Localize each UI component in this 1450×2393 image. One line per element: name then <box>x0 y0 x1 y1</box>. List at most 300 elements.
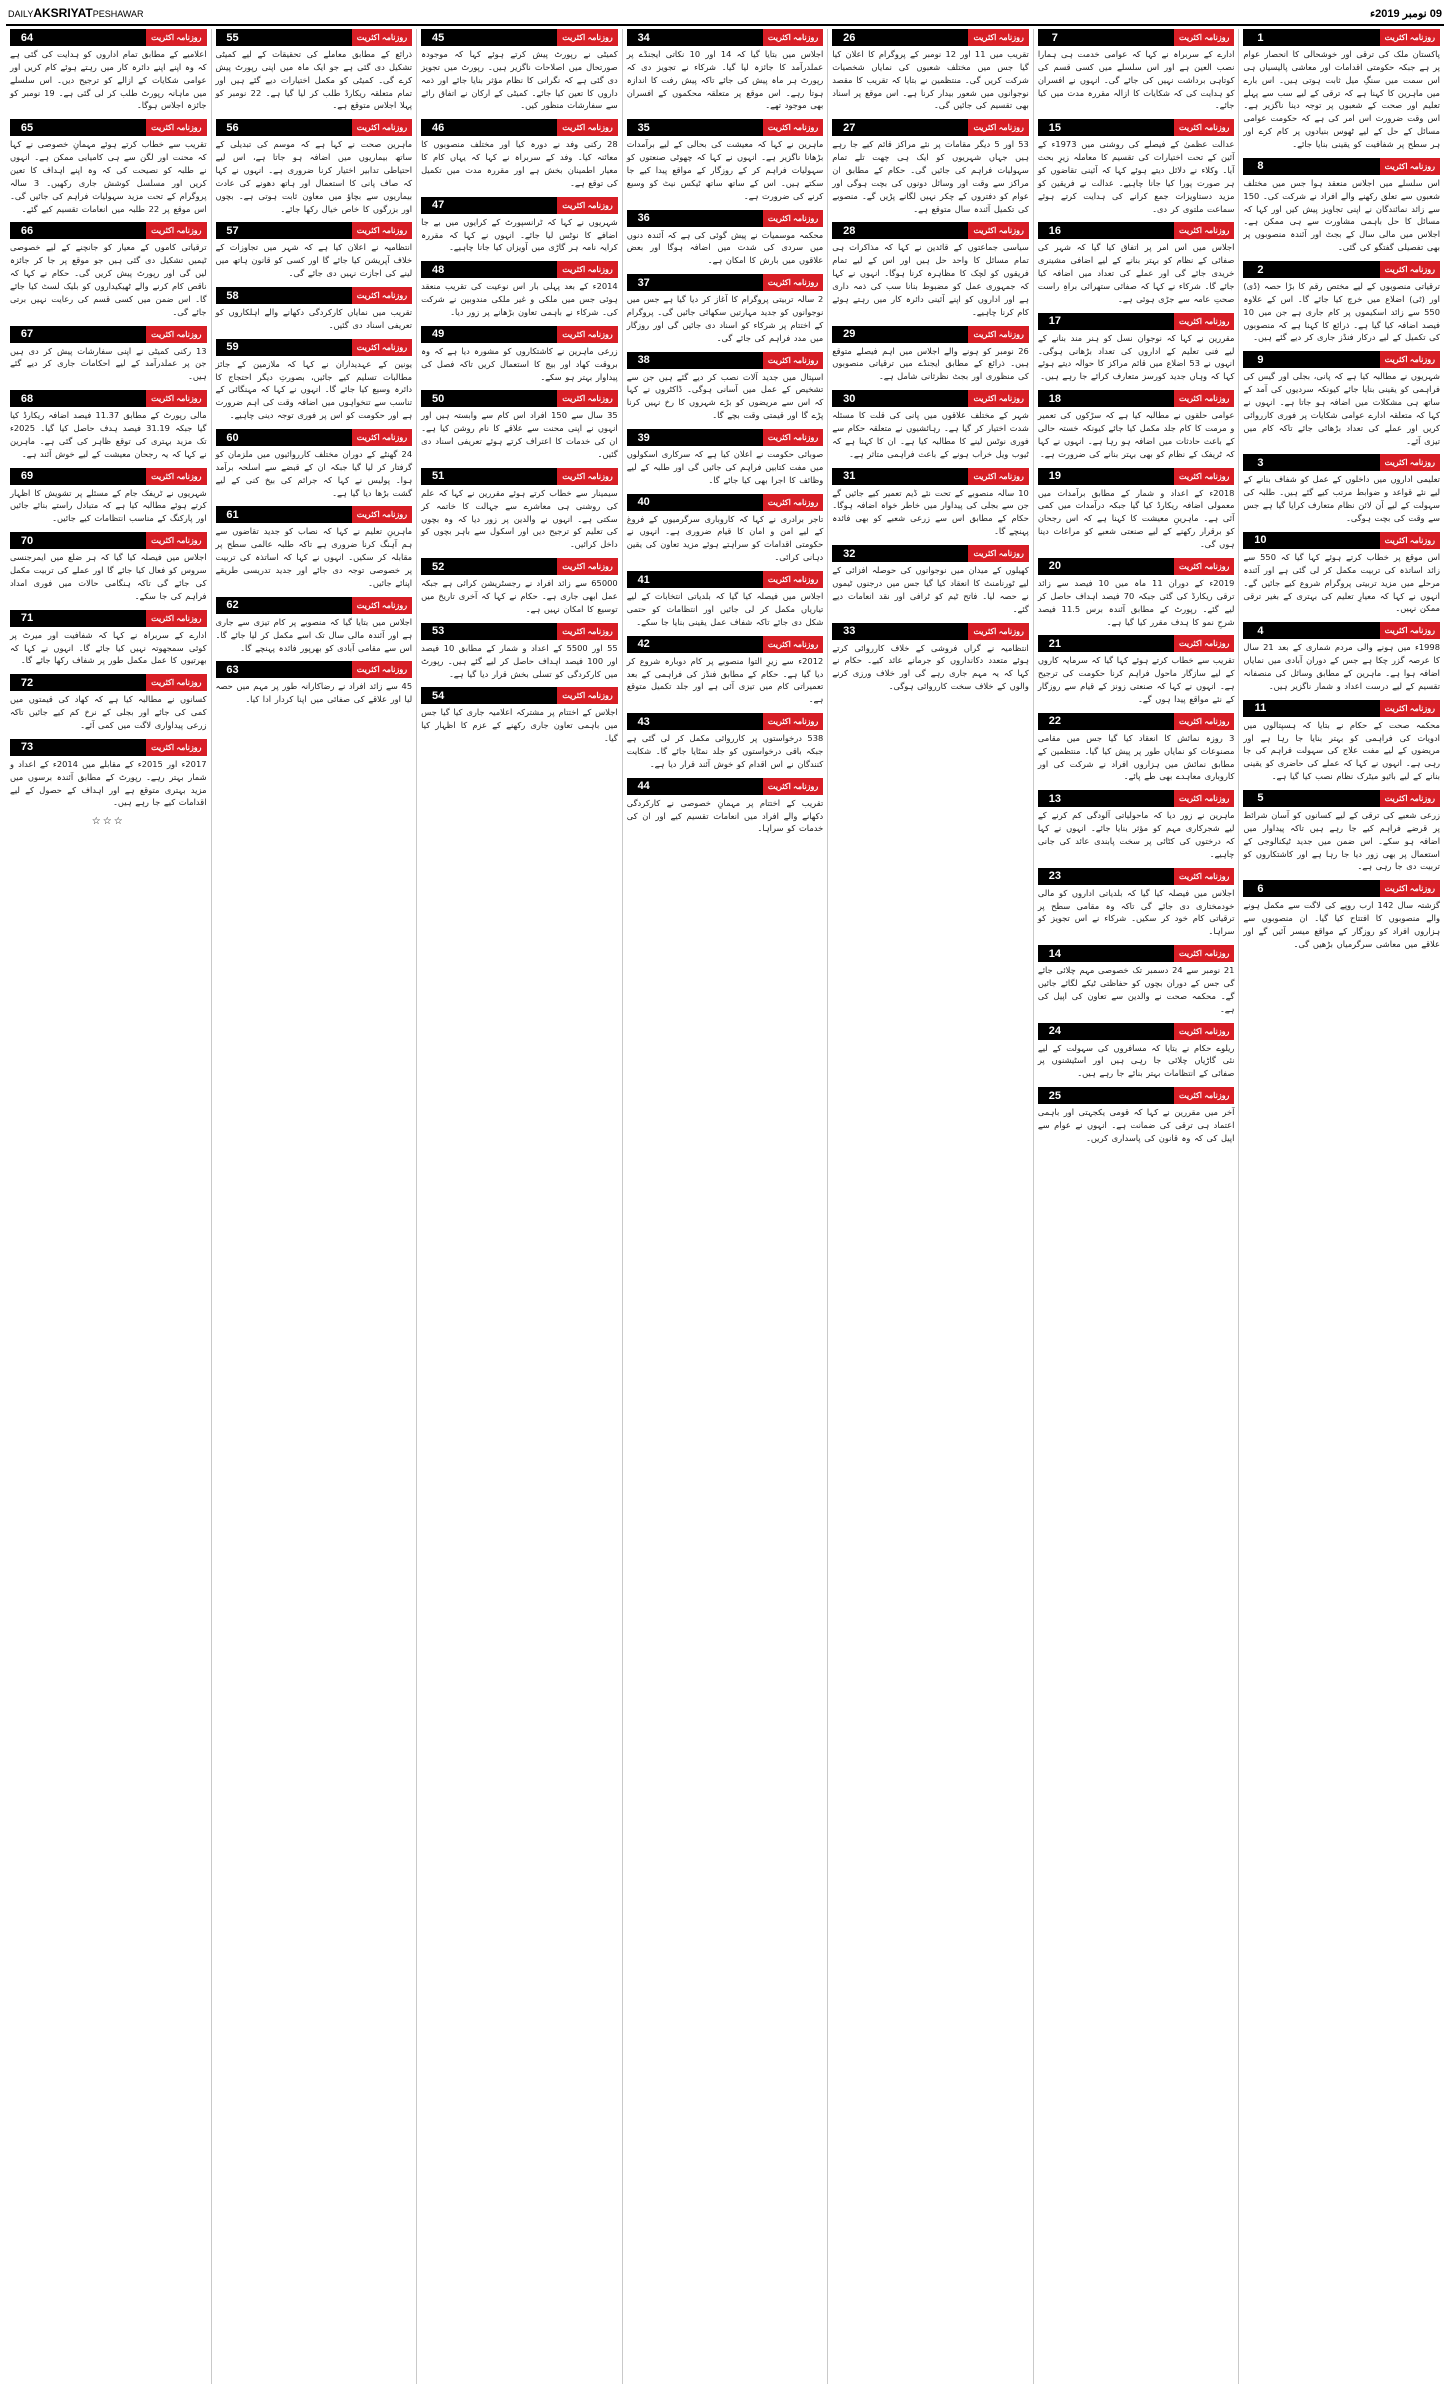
paper-tag: روزنامہ اکثریت <box>557 261 617 278</box>
header-rule <box>661 274 763 291</box>
article-body: انتظامیہ نے گراں فروشی کے خلاف کارروائی کرتے ہوئے متعدد دکانداروں کو جرمانے عائد کیے۔ حکام نے کہا کہ یہ مہم جاری رہے گی اور خلاف ورزی کرنے والوں کے خلاف سخت کارروائی ہوگی۔ <box>832 642 1029 692</box>
paper-tag: روزنامہ اکثریت <box>1174 468 1234 485</box>
paper-tag: روزنامہ اکثریت <box>146 468 206 485</box>
article-body: کھیلوں کے میدان میں نوجوانوں کی حوصلہ افزائی کے لیے ٹورنامنٹ کا انعقاد کیا گیا جس میں درجنوں ٹیموں نے حصہ لیا۔ فاتح ٹیم کو ٹرافی اور نقد انعامات دیے گئے۔ <box>832 565 1029 614</box>
masthead-name: AKSRIYAT <box>33 6 93 20</box>
header-rule <box>455 468 557 485</box>
header-rule <box>1277 532 1379 549</box>
article-number: 46 <box>421 119 455 136</box>
article-header <box>10 390 207 407</box>
article-header <box>1038 1087 1235 1104</box>
article-body: انتظامیہ نے اعلان کیا ہے کہ شہر میں تجاوزات کے خلاف آپریشن کیا جائے گا اور کسی کو قانون ہاتھ میں لینے کی اجازت نہیں دی جائے گی۔ <box>215 242 413 279</box>
article-body: 538 درخواستوں پر کارروائی مکمل کر لی گئی ہے جبکہ باقی درخواستوں کو جلد نمٹایا جائے گا۔ شکایت کنندگان نے اس اقدام کو خوش آئند قرار دیا ہے۔ <box>626 733 824 769</box>
article-number: 64 <box>10 29 44 46</box>
article-number: 66 <box>10 222 44 239</box>
article-header <box>216 597 413 614</box>
article-header <box>421 623 618 640</box>
article <box>10 739 207 809</box>
header-rule <box>661 713 763 730</box>
article <box>1038 313 1235 383</box>
header-rule <box>455 390 557 407</box>
article-header <box>627 119 824 136</box>
column <box>1033 29 1239 2384</box>
article-number: 9 <box>1243 351 1277 368</box>
article-header <box>832 326 1029 343</box>
article-body: شہر کے مختلف علاقوں میں پانی کی قلت کا مسئلہ شدت اختیار کر گیا ہے۔ رہائشیوں نے متعلقہ حکام سے فوری نوٹس لینے کا مطالبہ کیا ہے۔ ان کا کہنا ہے کہ ٹیوب ویل خراب ہونے کے باعث فراہمی متاثر ہے۔ <box>832 410 1029 459</box>
article-number: 38 <box>627 352 661 369</box>
paper-tag: روزنامہ اکثریت <box>557 558 617 575</box>
header-rule <box>44 119 146 136</box>
article <box>10 119 207 215</box>
article-header <box>1038 313 1235 330</box>
article-header <box>1038 713 1235 730</box>
article-body: ماہرین نے کہا کہ معیشت کی بحالی کے لیے برآمدات بڑھانا ناگزیر ہے۔ انہوں نے کہا کہ چھوٹی صنعتوں کو سہولیات فراہم کر کے روزگار کے مواقع پیدا کیے جا سکتے ہیں۔ اس کے ساتھ ساتھ ٹیکس نیٹ کو وسیع کرنے کی ضرورت ہے۔ <box>626 139 824 201</box>
article <box>216 661 413 706</box>
article-body: کمیٹی نے رپورٹ پیش کرتے ہوئے کہا کہ موجودہ صورتحال میں اصلاحات ناگزیر ہیں۔ رپورٹ میں تجویز دی گئی ہے کہ نگرانی کا نظام مؤثر بنایا جائے اور ذمہ داروں کا تعین کیا جائے۔ کمیٹی کے ارکان نے اتفاق رائے سے سفارشات منظور کیں۔ <box>421 49 618 111</box>
article-header <box>1038 945 1235 962</box>
article-number: 56 <box>216 119 250 136</box>
article-number: 51 <box>421 468 455 485</box>
paper-tag: روزنامہ اکثریت <box>146 326 206 343</box>
article-header <box>216 222 413 239</box>
article <box>216 287 413 332</box>
paper-tag: روزنامہ اکثریت <box>1380 29 1440 46</box>
header-rule <box>455 326 557 343</box>
paper-tag: روزنامہ اکثریت <box>352 29 412 46</box>
article-number: 72 <box>10 674 44 691</box>
article-number: 71 <box>10 610 44 627</box>
article-number: 10 <box>1243 532 1277 549</box>
article-number: 65 <box>10 119 44 136</box>
masthead-date: 09 نومبر 2019ء <box>1369 7 1442 20</box>
article-body: 55 اور 5500 کے اعداد و شمار کے مطابق 10 فیصد اور 100 فیصد اہداف حاصل کر لیے گئے ہیں۔ رپورٹ میں کارکردگی کو تسلی بخش قرار دیا گیا ہے۔ <box>421 642 618 679</box>
paper-tag: روزنامہ اکثریت <box>557 623 617 640</box>
article <box>1243 454 1440 524</box>
paper-tag: روزنامہ اکثریت <box>1174 635 1234 652</box>
paper-tag: روزنامہ اکثریت <box>763 210 823 227</box>
header-rule <box>1072 1023 1174 1040</box>
article-number: 55 <box>216 29 250 46</box>
header-rule <box>1072 558 1174 575</box>
paper-tag: روزنامہ اکثریت <box>1380 880 1440 897</box>
article-header <box>10 468 207 485</box>
paper-tag: روزنامہ اکثریت <box>146 222 206 239</box>
paper-tag: روزنامہ اکثریت <box>968 468 1028 485</box>
article-header <box>10 610 207 627</box>
article-number: 68 <box>10 390 44 407</box>
header-rule <box>661 429 763 446</box>
article-header <box>421 687 618 704</box>
paper-tag: روزنامہ اکثریت <box>1380 158 1440 175</box>
article-body: محکمہ موسمیات نے پیش گوئی کی ہے کہ آئندہ دنوں میں سردی کی شدت میں اضافہ ہوگا اور بعض علاقوں میں بارش کا امکان ہے۔ <box>626 229 824 266</box>
masthead-title <box>8 6 144 20</box>
paper-tag: روزنامہ اکثریت <box>763 636 823 653</box>
header-rule <box>44 674 146 691</box>
article <box>627 494 824 564</box>
column <box>416 29 622 2384</box>
paper-tag: روزنامہ اکثریت <box>1380 532 1440 549</box>
article <box>1243 790 1440 873</box>
article-header <box>1038 390 1235 407</box>
article <box>832 222 1029 318</box>
article-body: عدالت عظمیٰ کے فیصلے کی روشنی میں 1973ء کے آئین کے تحت اختیارات کی تقسیم کا معاملہ زیرِ بحث آیا۔ وکلاء نے دلائل دیتے ہوئے کہا کہ آئینی تقاضوں کو ہر صورت پورا کیا جانا چاہیے۔ عدالت نے فریقین کو مزید دستاویزات جمع کرانے کی ہدایت کرتے ہوئے سماعت ملتوی کر دی۔ <box>1037 139 1235 214</box>
article-header <box>627 494 824 511</box>
article <box>1038 945 1235 1015</box>
article-body: کسانوں نے مطالبہ کیا ہے کہ کھاد کی قیمتوں میں کمی کی جائے اور بجلی کے نرخ کم کیے جائیں تاکہ زرعی پیداواری لاگت میں کمی آئے۔ <box>9 694 207 730</box>
paper-tag: روزنامہ اکثریت <box>557 197 617 214</box>
header-rule <box>866 545 968 562</box>
article <box>216 506 413 589</box>
article-number: 73 <box>10 739 44 756</box>
header-rule <box>1277 622 1379 639</box>
article-number: 48 <box>421 261 455 278</box>
paper-tag: روزنامہ اکثریت <box>968 623 1028 640</box>
header-rule <box>866 326 968 343</box>
paper-tag: روزنامہ اکثریت <box>968 326 1028 343</box>
article-number: 23 <box>1038 868 1072 885</box>
paper-tag: روزنامہ اکثریت <box>146 532 206 549</box>
article-body: اجلاس میں فیصلہ کیا گیا کہ بلدیاتی انتخابات کے لیے تیاریاں مکمل کر لی جائیں اور انتظامات کو حتمی شکل دی جائے تاکہ شفاف عمل یقینی بنایا جا سکے۔ <box>626 591 824 627</box>
header-rule <box>250 661 352 678</box>
article-body: محکمہ صحت کے حکام نے بتایا کہ ہسپتالوں میں ادویات کی فراہمی کو بہتر بنایا جا رہا ہے اور مریضوں کے لیے مفت علاج کی سہولت فراہم کی جا رہی ہے۔ انہوں نے کہا کہ عملے کی حاضری کو یقینی بنانے کے لیے بائیو میٹرک نظام نصب کیا گیا ہے۔ <box>1243 719 1440 782</box>
article-body: تقریب میں 11 اور 12 نومبر کے پروگرام کا اعلان کیا گیا جس میں مختلف شعبوں کی نمایاں شخصیات شرکت کریں گی۔ منتظمین نے بتایا کہ تقریب کا مقصد نوجوانوں میں شعور بیدار کرنا ہے۔ اس موقع پر اسناد بھی تقسیم کی جائیں گی۔ <box>832 49 1029 111</box>
article <box>216 119 413 215</box>
header-rule <box>44 739 146 756</box>
article-header <box>1038 29 1235 46</box>
article-body: اسپتال میں جدید آلات نصب کر دیے گئے ہیں جن سے تشخیص کے عمل میں آسانی ہوگی۔ ڈاکٹروں نے کہا کہ اس سے مریضوں کو بڑے شہروں کا رخ نہیں کرنا پڑے گا اور قیمتی وقت بچے گا۔ <box>626 371 824 421</box>
end-ornament: ☆☆☆ <box>91 816 125 828</box>
article-header <box>1243 790 1440 807</box>
paper-tag: روزنامہ اکثریت <box>352 222 412 239</box>
header-rule <box>866 222 968 239</box>
article-body: 65000 سے زائد افراد نے رجسٹریشن کرائی ہے جبکہ عمل ابھی جاری ہے۔ حکام نے کہا کہ آخری تاریخ میں توسیع کا امکان نہیں ہے۔ <box>421 578 618 614</box>
article <box>216 597 413 655</box>
article-number: 5 <box>1243 790 1277 807</box>
article-body: 53 اور 5 دیگر مقامات پر نئے مراکز قائم کیے جا رہے ہیں جہاں شہریوں کو ایک ہی چھت تلے تمام سہولیات فراہم کی جائیں گی۔ حکام کے مطابق ان مراکز سے وقت اور وسائل دونوں کی بچت ہوگی اور عوام کو دفتروں کے چکر نہیں لگانے پڑیں گے۔ منصوبے کی تکمیل آئندہ سال متوقع ہے۔ <box>832 139 1029 214</box>
header-rule <box>661 29 763 46</box>
article <box>627 352 824 422</box>
header-rule <box>455 119 557 136</box>
article-header <box>627 29 824 46</box>
article-header <box>421 326 618 343</box>
article-header <box>627 713 824 730</box>
article <box>10 390 207 460</box>
paper-tag: روزنامہ اکثریت <box>1174 119 1234 136</box>
article-header <box>421 558 618 575</box>
article-header <box>216 29 413 46</box>
article-header <box>1038 558 1235 575</box>
header-rule <box>1072 635 1174 652</box>
article <box>1038 713 1235 783</box>
article-header <box>10 326 207 343</box>
article-body: ماہرین نے زور دیا کہ ماحولیاتی آلودگی کم کرنے کے لیے شجرکاری مہم کو مؤثر بنایا جائے۔ انہوں نے کہا کہ درختوں کی کٹائی پر سخت پابندی عائد کی جانی چاہیے۔ <box>1037 810 1235 859</box>
article-number: 31 <box>832 468 866 485</box>
article-header <box>1038 868 1235 885</box>
column <box>1238 29 1444 2384</box>
article-number: 67 <box>10 326 44 343</box>
article <box>627 210 824 268</box>
article-header <box>627 352 824 369</box>
header-rule <box>1072 868 1174 885</box>
paper-tag: روزنامہ اکثریت <box>352 429 412 446</box>
article <box>627 29 824 112</box>
paper-tag: روزنامہ اکثریت <box>352 287 412 304</box>
article-number: 35 <box>627 119 661 136</box>
paper-tag: روزنامہ اکثریت <box>352 119 412 136</box>
article-header <box>421 29 618 46</box>
article-body: اجلاس کے اختتام پر مشترکہ اعلامیہ جاری کیا گیا جس میں باہمی تعاون جاری رکھنے کے عزم کا اظہار کیا گیا۔ <box>421 707 618 744</box>
paper-tag: روزنامہ اکثریت <box>352 506 412 523</box>
header-rule <box>455 197 557 214</box>
article-number: 58 <box>216 287 250 304</box>
article-body: 2019ء کے دوران 11 ماہ میں 10 فیصد سے زائد ترقی ریکارڈ کی گئی جبکہ 70 فیصد اہداف حاصل کر لیے گئے۔ رپورٹ کے مطابق آئندہ برس 11.5 فیصد شرحِ نمو کا ہدف مقرر کیا گیا ہے۔ <box>1037 577 1235 627</box>
header-rule <box>1072 468 1174 485</box>
article-header <box>216 119 413 136</box>
article <box>1243 261 1440 344</box>
paper-tag: روزنامہ اکثریت <box>1380 351 1440 368</box>
paper-tag: روزنامہ اکثریت <box>146 674 206 691</box>
article-number: 62 <box>216 597 250 614</box>
article-body: زرعی شعبے کی ترقی کے لیے کسانوں کو آسان شرائط پر قرضے فراہم کیے جا رہے ہیں تاکہ پیداوار میں اضافہ ہو سکے۔ اس ضمن میں جدید ٹیکنالوجی کے استعمال پر بھی زور دیا جا رہا ہے اور کاشتکاروں کو تربیت دی جا رہی ہے۔ <box>1243 809 1440 872</box>
article-body: ترقیاتی منصوبوں کے لیے مختص رقم کا بڑا حصہ (ڈی) اور (ٹی) اضلاع میں خرچ کیا جائے گا۔ اس کے علاوہ 550 سے زائد اسکیموں پر کام جاری ہے جن میں 10 فیصد اضافہ کیا گیا ہے۔ ذرائع کا کہنا ہے کہ منصوبوں کی تکمیل کے لیے درکار فنڈز جاری کر دیے گئے ہیں۔ <box>1243 281 1440 343</box>
article <box>1038 558 1235 628</box>
article-number: 32 <box>832 545 866 562</box>
paper-tag: روزنامہ اکثریت <box>1380 261 1440 278</box>
article <box>10 610 207 668</box>
article <box>421 687 618 745</box>
article-number: 22 <box>1038 713 1072 730</box>
article-body: سیمینار سے خطاب کرتے ہوئے مقررین نے کہا کہ علم کی روشنی ہی معاشرے سے جہالت کا خاتمہ کر سکتی ہے۔ انہوں نے والدین پر زور دیا کہ وہ بچوں کی تعلیم کو ترجیح دیں اور اسکول سے باہر بچوں کو داخل کرائیں۔ <box>421 487 618 550</box>
article-header <box>1038 119 1235 136</box>
article-number: 15 <box>1038 119 1072 136</box>
header-rule <box>866 468 968 485</box>
header-rule <box>455 687 557 704</box>
article-body: ادارے کے سربراہ نے کہا کہ شفافیت اور میرٹ پر کوئی سمجھوتہ نہیں کیا جائے گا۔ انہوں نے کہا کہ بھرتیوں کا عمل مکمل طور پر شفاف رکھا جائے گا۔ <box>9 629 207 666</box>
header-rule <box>250 339 352 356</box>
header-rule <box>455 29 557 46</box>
article-number: 1 <box>1243 29 1277 46</box>
article-number: 18 <box>1038 390 1072 407</box>
article-number: 45 <box>421 29 455 46</box>
column <box>827 29 1033 2384</box>
header-rule <box>661 571 763 588</box>
article <box>1038 29 1235 112</box>
article-body: 1998ء میں ہونے والی مردم شماری کے بعد 21 سال کا عرصہ گزر چکا ہے جس کے دوران آبادی میں نمایاں اضافہ ہوا ہے۔ ماہرین کے مطابق وسائل کی منصفانہ تقسیم کے لیے درست اعداد و شمار ناگزیر ہیں۔ <box>1243 642 1440 691</box>
article-body: شہریوں نے ٹریفک جام کے مسئلے پر تشویش کا اظہار کرتے ہوئے مطالبہ کیا ہے کہ متبادل راستے بنائے جائیں اور پارکنگ کے مناسب انتظامات کیے جائیں۔ <box>9 487 207 524</box>
paper-tag: روزنامہ اکثریت <box>968 390 1028 407</box>
article-number: 54 <box>421 687 455 704</box>
article-header <box>10 674 207 691</box>
article <box>1243 158 1440 254</box>
article-number: 42 <box>627 636 661 653</box>
header-rule <box>1277 29 1379 46</box>
header-rule <box>44 468 146 485</box>
article <box>421 119 618 189</box>
header-rule <box>1277 261 1379 278</box>
article <box>10 29 207 112</box>
article-body: 26 نومبر کو ہونے والے اجلاس میں اہم فیصلے متوقع ہیں۔ ذرائع کے مطابق ایجنڈے میں ترقیاتی منصوبوں کی منظوری اور بجٹ نظرثانی شامل ہے۔ <box>832 345 1029 382</box>
article-body: سیاسی جماعتوں کے قائدین نے کہا کہ مذاکرات ہی تمام مسائل کا واحد حل ہیں اور اس کے لیے تمام فریقوں کو لچک کا مظاہرہ کرنا ہوگا۔ انہوں نے کہا کہ جمہوری عمل کو مضبوط بنانا سب کی ذمہ داری ہے اور اداروں کو اپنے آئینی دائرہ کار میں رہتے ہوئے کام کرنا چاہیے۔ <box>832 242 1029 317</box>
article-number: 24 <box>1038 1023 1072 1040</box>
paper-tag: روزنامہ اکثریت <box>557 687 617 704</box>
paper-tag: روزنامہ اکثریت <box>968 545 1028 562</box>
article <box>627 119 824 202</box>
article-body: 3 روزہ نمائش کا انعقاد کیا گیا جس میں مقامی مصنوعات کو نمایاں طور پر پیش کیا گیا۔ منتظمین کے مطابق نمائش میں ہزاروں افراد نے شرکت کی اور کاروباری معاہدے بھی طے پائے۔ <box>1037 732 1235 782</box>
header-rule <box>1072 119 1174 136</box>
paper-tag: روزنامہ اکثریت <box>557 468 617 485</box>
article-header <box>832 29 1029 46</box>
article-header <box>1243 700 1440 717</box>
article-number: 69 <box>10 468 44 485</box>
paper-tag: روزنامہ اکثریت <box>146 29 206 46</box>
article <box>421 29 618 112</box>
article-header <box>1243 880 1440 897</box>
article <box>832 326 1029 384</box>
header-rule <box>455 623 557 640</box>
masthead <box>6 4 1444 26</box>
article-body: اجلاس میں فیصلہ کیا گیا کہ ہر ضلع میں ایمرجنسی سروس کو فعال کیا جائے گا اور عملے کی تربیت مکمل کی جائے گی تاکہ ہنگامی حالات میں فوری امداد فراہم کی جا سکے۔ <box>9 552 207 601</box>
article-number: 3 <box>1243 454 1277 471</box>
article <box>1038 868 1235 938</box>
article-body: عوامی حلقوں نے مطالبہ کیا ہے کہ سڑکوں کی تعمیر و مرمت کا کام جلد مکمل کیا جائے کیونکہ خستہ حالی کے باعث حادثات میں اضافہ ہو رہا ہے۔ انہوں نے کہا کہ ٹریفک کے نظام کو بھی بہتر بنانے کی ضرورت ہے۔ <box>1037 410 1235 459</box>
article-header <box>627 429 824 446</box>
header-rule <box>1277 700 1379 717</box>
masthead-city: PESHAWAR <box>92 9 144 19</box>
column-grid <box>6 29 1444 2384</box>
paper-tag: روزنامہ اکثریت <box>763 713 823 730</box>
article-body: 21 نومبر سے 24 دسمبر تک خصوصی مہم چلائی جائے گی جس کے دوران بچوں کو حفاظتی ٹیکے لگائے جائیں گے۔ محکمہ صحت نے والدین سے تعاون کی اپیل کی ہے۔ <box>1037 965 1235 1014</box>
article-body: تقریب کے اختتام پر مہمانِ خصوصی نے کارکردگی دکھانے والے افراد میں انعامات تقسیم کیے اور ان کی خدمات کو سراہا۔ <box>626 797 824 834</box>
article <box>832 468 1029 538</box>
header-rule <box>866 119 968 136</box>
article-body: شہریوں نے کہا کہ ٹرانسپورٹ کے کرایوں میں بے جا اضافے کا نوٹس لیا جائے۔ انہوں نے کہا کہ مقررہ کرایہ نامہ ہر گاڑی میں آویزاں کیا جانا چاہیے۔ <box>421 216 618 253</box>
header-rule <box>1277 351 1379 368</box>
paper-tag: روزنامہ اکثریت <box>763 119 823 136</box>
article-number: 37 <box>627 274 661 291</box>
article-header <box>627 636 824 653</box>
article-body: مقررین نے کہا کہ نوجوان نسل کو ہنر مند بنانے کے لیے فنی تعلیم کے اداروں کی تعداد بڑھانی ہوگی۔ انہوں نے 53 اضلاع میں قائم مراکز کا حوالہ دیتے ہوئے کہا کہ وہاں جدید کورسز متعارف کرائے جا رہے ہیں۔ <box>1037 332 1235 382</box>
header-rule <box>44 532 146 549</box>
paper-tag: روزنامہ اکثریت <box>763 29 823 46</box>
article <box>832 119 1029 215</box>
article-header <box>216 339 413 356</box>
article <box>1243 351 1440 447</box>
article-body: صوبائی حکومت نے اعلان کیا ہے کہ سرکاری اسکولوں میں مفت کتابیں فراہم کی جائیں گی اور طلبہ کے لیے وظائف کا اجرا بھی کیا جائے گا۔ <box>626 449 824 485</box>
article-header <box>216 661 413 678</box>
header-rule <box>1072 29 1174 46</box>
article-header <box>627 571 824 588</box>
article-body: 28 رکنی وفد نے دورہ کیا اور مختلف منصوبوں کا معائنہ کیا۔ وفد کے سربراہ نے کہا کہ یہاں کام کا معیار اطمینان بخش ہے اور مقررہ مدت میں تکمیل کی توقع ہے۔ <box>421 139 618 188</box>
header-rule <box>44 610 146 627</box>
article <box>10 532 207 602</box>
header-rule <box>250 222 352 239</box>
article <box>216 429 413 499</box>
header-rule <box>661 636 763 653</box>
article-header <box>1038 222 1235 239</box>
article <box>832 390 1029 460</box>
article <box>1038 790 1235 860</box>
article-number: 13 <box>1038 790 1072 807</box>
paper-tag: روزنامہ اکثریت <box>1380 700 1440 717</box>
paper-tag: روزنامہ اکثریت <box>1174 1023 1234 1040</box>
article <box>1243 700 1440 783</box>
article <box>627 636 824 706</box>
paper-tag: روزنامہ اکثریت <box>1174 222 1234 239</box>
article-header <box>421 390 618 407</box>
article-header <box>1243 454 1440 471</box>
paper-tag: روزنامہ اکثریت <box>1174 313 1234 330</box>
article-header <box>10 119 207 136</box>
paper-tag: روزنامہ اکثریت <box>763 429 823 446</box>
article <box>1038 1023 1235 1081</box>
article-header <box>1038 635 1235 652</box>
article-number: 17 <box>1038 313 1072 330</box>
article <box>1038 1087 1235 1145</box>
paper-tag: روزنامہ اکثریت <box>1174 945 1234 962</box>
article-number: 2 <box>1243 261 1277 278</box>
article-header <box>1243 29 1440 46</box>
article <box>216 222 413 280</box>
header-rule <box>250 29 352 46</box>
header-rule <box>250 597 352 614</box>
article-number: 63 <box>216 661 250 678</box>
header-rule <box>455 261 557 278</box>
article-header <box>421 197 618 214</box>
article-body: 45 سے زائد افراد نے رضاکارانہ طور پر مہم میں حصہ لیا اور علاقے کی صفائی میں اپنا کردار ادا کیا۔ <box>215 681 413 705</box>
article <box>832 623 1029 693</box>
article <box>1243 29 1440 151</box>
article-body: گزشتہ سال 142 ارب روپے کی لاگت سے مکمل ہونے والے منصوبوں کا افتتاح کیا گیا۔ ان منصوبوں سے ہزاروں افراد کو روزگار کے مواقع میسر آئیں گے اور علاقے میں معاشی سرگرمیاں بڑھیں گی۔ <box>1243 900 1440 949</box>
header-rule <box>866 29 968 46</box>
header-rule <box>1072 945 1174 962</box>
article <box>627 571 824 629</box>
paper-tag: روزنامہ اکثریت <box>763 778 823 795</box>
article-header <box>1038 468 1235 485</box>
article-header <box>216 506 413 523</box>
article <box>1038 119 1235 215</box>
article <box>10 468 207 526</box>
article-number: 19 <box>1038 468 1072 485</box>
paper-tag: روزنامہ اکثریت <box>1174 558 1234 575</box>
header-rule <box>661 778 763 795</box>
article-body: ترقیاتی کاموں کے معیار کو جانچنے کے لیے خصوصی ٹیمیں تشکیل دی گئی ہیں جو موقع پر جا کر جائزہ لیں گی اور رپورٹ پیش کریں گی۔ حکام نے کہا کہ ناقص کام کرنے والے ٹھیکیداروں کو بلیک لسٹ کیا جائے گا۔ اس ضمن میں کسی قسم کی رعایت نہیں برتی جائے گی۔ <box>9 242 207 317</box>
article <box>421 558 618 616</box>
article-body: اجلاس میں بتایا گیا کہ منصوبے پر کام تیزی سے جاری ہے اور آئندہ مالی سال تک اسے مکمل کر لیا جائے گا۔ اس سے مقامی آبادی کو بھرپور فائدہ پہنچے گا۔ <box>215 616 413 653</box>
article-body: ادارے کے سربراہ نے کہا کہ عوامی خدمت ہی ہمارا نصب العین ہے اور اس سلسلے میں کسی قسم کی کوتاہی برداشت نہیں کی جائے گی۔ انہوں نے افسران کو ہدایت کی کہ شکایات کا ازالہ مقررہ مدت میں کیا جائے۔ <box>1037 49 1235 111</box>
header-rule <box>1277 790 1379 807</box>
header-rule <box>661 210 763 227</box>
article-header <box>627 210 824 227</box>
article-body: یونین کے عہدیداران نے کہا کہ ملازمین کے جائز مطالبات تسلیم کیے جائیں، بصورتِ دیگر احتجاج کا دائرہ وسیع کیا جائے گا۔ انہوں نے کہا کہ مہنگائی کے تناسب سے تنخواہوں میں اضافہ وقت کی اہم ضرورت ہے اور حکومت کو اس پر فوری توجہ دینی چاہیے۔ <box>215 358 413 421</box>
paper-tag: روزنامہ اکثریت <box>763 274 823 291</box>
article-number: 4 <box>1243 622 1277 639</box>
paper-tag: روزنامہ اکثریت <box>1174 713 1234 730</box>
article-header <box>1038 1023 1235 1040</box>
article-header <box>1243 532 1440 549</box>
article-body: زرعی ماہرین نے کاشتکاروں کو مشورہ دیا ہے کہ وہ بروقت کھاد اور بیج کا استعمال کریں تاکہ فصل کی پیداوار بہتر ہو سکے۔ <box>421 345 618 382</box>
article-body: ذرائع کے مطابق معاملے کی تحقیقات کے لیے کمیٹی تشکیل دی گئی ہے جو ایک ماہ میں اپنی رپورٹ پیش کرے گی۔ کمیٹی کو مکمل اختیارات دیے گئے ہیں اور تمام متعلقہ ریکارڈ طلب کر لیا گیا ہے۔ 22 نومبر کو پہلا اجلاس متوقع ہے۔ <box>215 49 413 111</box>
article-number: 7 <box>1038 29 1072 46</box>
article <box>1243 532 1440 615</box>
header-rule <box>1072 313 1174 330</box>
article-body: آخر میں مقررین نے کہا کہ قومی یکجہتی اور باہمی اعتماد ہی ترقی کی ضمانت ہے۔ انہوں نے عوام سے اپیل کی کہ وہ قانون کی پاسداری کریں۔ <box>1037 1107 1235 1143</box>
paper-tag: روزنامہ اکثریت <box>1174 390 1234 407</box>
article-header <box>627 274 824 291</box>
header-rule <box>866 390 968 407</box>
header-rule <box>44 29 146 46</box>
article-number: 20 <box>1038 558 1072 575</box>
article-number: 49 <box>421 326 455 343</box>
